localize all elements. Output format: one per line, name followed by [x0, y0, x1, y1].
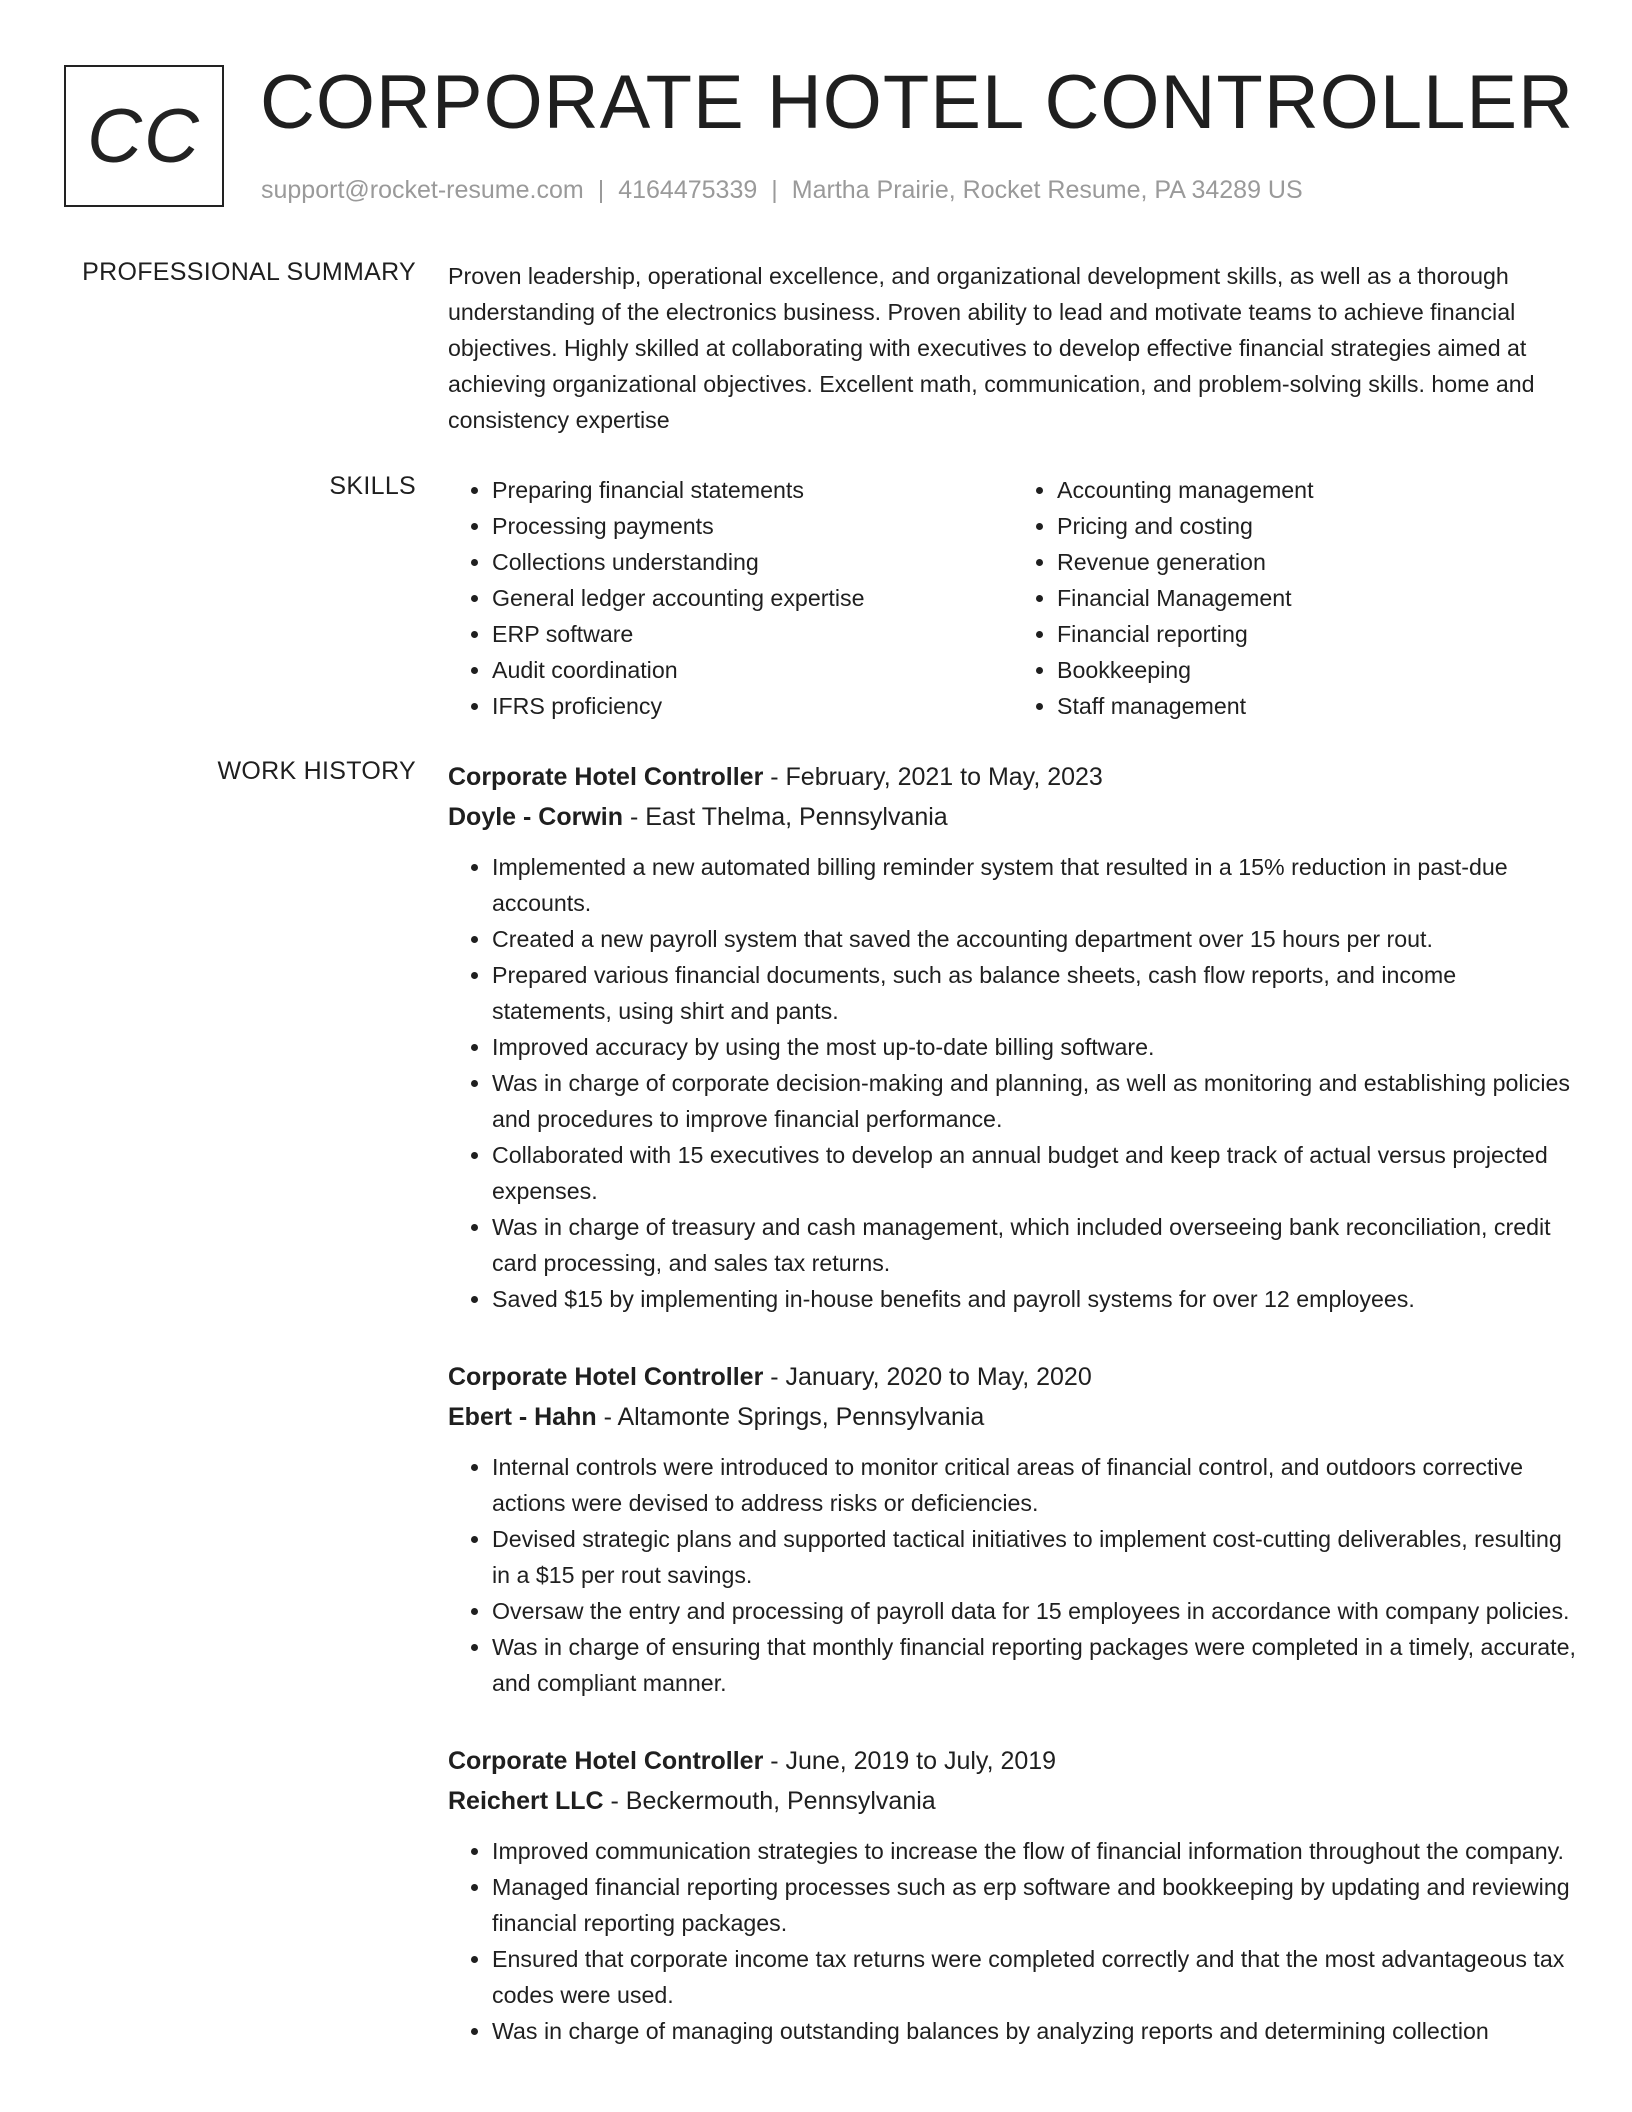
contact-email: support@rocket-resume.com — [261, 176, 584, 204]
monogram: CC — [64, 65, 224, 207]
job-company-line — [448, 797, 1578, 837]
job-entry — [448, 1741, 1578, 2049]
job-company-line — [448, 1397, 1578, 1437]
skill-item: • Financial Management — [1057, 580, 1578, 616]
job-bullet: • Oversaw the entry and processing of payroll data for 15 employees in accordance with company policies. — [492, 1593, 1578, 1629]
job-bullets — [448, 1449, 1578, 1701]
job-dates: - January, 2020 to May, 2020 — [763, 1363, 1092, 1391]
job-entry — [448, 1357, 1578, 1701]
contact-separator: | — [771, 176, 778, 204]
job-bullet: • Was in charge of ensuring that monthly financial reporting packages were completed in a timely, accurate, and compliant manner. — [492, 1629, 1578, 1701]
skills-list-right — [1013, 472, 1578, 724]
job-bullet: • Was in charge of corporate decision-making and planning, as well as monitoring and establishing policies and procedures to improve financial performance. — [492, 1065, 1578, 1137]
skill-item: • IFRS proficiency — [492, 688, 1013, 724]
skill-item: • Revenue generation — [1057, 544, 1578, 580]
skill-item: • Preparing financial statements — [492, 472, 1013, 508]
skills-list-left — [448, 472, 1013, 724]
skill-item: • Audit coordination — [492, 652, 1013, 688]
skill-item: • Pricing and costing — [1057, 508, 1578, 544]
job-title-line — [448, 1741, 1578, 1781]
contact-phone: 4164475339 — [618, 176, 758, 204]
job-title-line — [448, 1357, 1578, 1397]
job-bullet: • Saved $15 by implementing in-house benefits and payroll systems for over 12 employees. — [492, 1281, 1578, 1317]
skill-item: • Collections understanding — [492, 544, 1013, 580]
summary-text: Proven leadership, operational excellence, and organizational development skills, as well as a thorough understanding of the electronics business. Proven ability to lead and motivate teams to achieve financial objectives. Highly skilled at collaborating with executives to develop effective financial strategies aimed at achieving organizational objectives. Excellent math, communication, and problem-solving skills. home and consistency expertise — [448, 263, 1535, 433]
job-title: Corporate Hotel Controller — [448, 1747, 764, 1775]
work-label: WORK HISTORY — [217, 757, 416, 785]
job-location: - Altamonte Springs, Pennsylvania — [596, 1403, 985, 1431]
job-bullet: • Improved accuracy by using the most up-to-date billing software. — [492, 1029, 1578, 1065]
skill-item: • Staff management — [1057, 688, 1578, 724]
job-bullet: • Ensured that corporate income tax returns were completed correctly and that the most advantageous tax codes were used. — [492, 1941, 1578, 2013]
job-company: Reichert LLC — [448, 1787, 604, 1815]
work-body — [448, 757, 1578, 2089]
summary-body — [448, 258, 1578, 438]
job-bullet: • Was in charge of treasury and cash management, which included overseeing bank reconciliation, credit card processing, and sales tax returns. — [492, 1209, 1578, 1281]
summary-label: PROFESSIONAL SUMMARY — [82, 258, 416, 286]
job-dates: - June, 2019 to July, 2019 — [763, 1747, 1057, 1775]
contact-separator: | — [597, 176, 605, 204]
job-bullet: • Improved communication strategies to increase the flow of financial information throughout the company. — [492, 1833, 1578, 1869]
skill-item: • General ledger accounting expertise — [492, 580, 1013, 616]
resume-title: CORPORATE HOTEL CONTROLLER — [260, 60, 1574, 145]
job-bullets — [448, 1833, 1578, 2049]
job-bullet: • Implemented a new automated billing reminder system that resulted in a 15% reduction in past-due accounts. — [492, 849, 1578, 921]
job-location: - Beckermouth, Pennsylvania — [603, 1787, 936, 1815]
job-bullets — [448, 849, 1578, 1317]
job-entry — [448, 757, 1578, 1317]
job-bullet: • Prepared various financial documents, such as balance sheets, cash flow reports, and income statements, using shirt and pants. — [492, 957, 1578, 1029]
job-title-line — [448, 757, 1578, 797]
skill-item: • ERP software — [492, 616, 1013, 652]
job-bullet: • Collaborated with 15 executives to develop an annual budget and keep track of actual versus projected expenses. — [492, 1137, 1578, 1209]
job-bullet: • Devised strategic plans and supported tactical initiatives to implement cost-cutting deliverables, resulting in a $15 per rout savings. — [492, 1521, 1578, 1593]
skill-item: • Processing payments — [492, 508, 1013, 544]
job-location: - East Thelma, Pennsylvania — [623, 803, 948, 831]
skills-body — [448, 472, 1578, 724]
job-bullet: • Internal controls were introduced to monitor critical areas of financial control, and outdoors corrective actions were devised to address risks or deficiencies. — [492, 1449, 1578, 1521]
job-title: Corporate Hotel Controller — [448, 1363, 764, 1391]
job-company-line — [448, 1781, 1578, 1821]
skill-item: • Financial reporting — [1057, 616, 1578, 652]
job-company: Ebert - Hahn — [448, 1403, 597, 1431]
skill-item: • Bookkeeping — [1057, 652, 1578, 688]
skills-label: SKILLS — [329, 472, 416, 500]
contact-line — [261, 176, 1303, 205]
contact-address: Martha Prairie, Rocket Resume, PA 34289 US — [791, 176, 1303, 204]
job-bullet: • Managed financial reporting processes such as erp software and bookkeeping by updating and reviewing financial reporting packages. — [492, 1869, 1578, 1941]
skill-item: • Accounting management — [1057, 472, 1578, 508]
job-title: Corporate Hotel Controller — [448, 763, 764, 791]
job-dates: - February, 2021 to May, 2023 — [763, 763, 1103, 791]
job-bullet: • Was in charge of managing outstanding balances by analyzing reports and determining collection — [492, 2013, 1578, 2049]
job-company: Doyle - Corwin — [448, 803, 624, 831]
job-bullet: • Created a new payroll system that saved the accounting department over 15 hours per rout. — [492, 921, 1578, 957]
